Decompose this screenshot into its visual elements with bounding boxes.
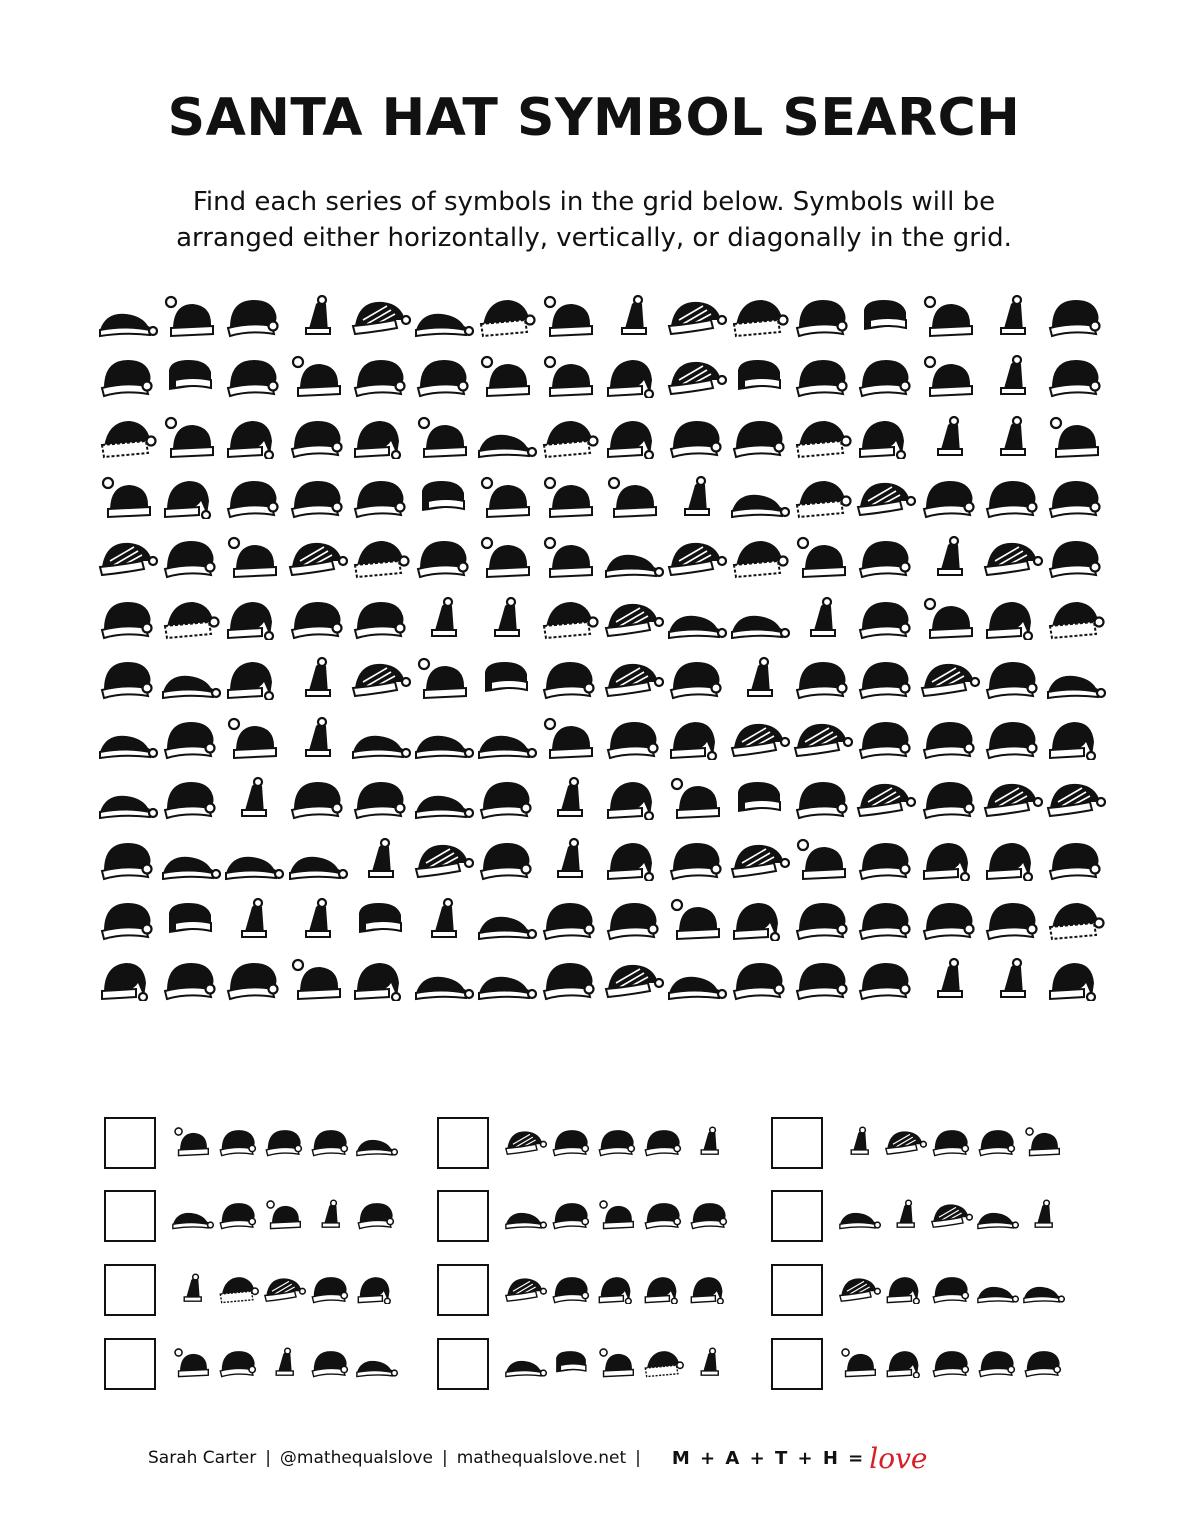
small-cone-hat-icon xyxy=(475,592,537,640)
floppy-hat-icon xyxy=(159,652,221,700)
classic-hat-icon xyxy=(918,471,980,519)
tall-hat-icon xyxy=(602,411,664,459)
classic-hat-icon xyxy=(728,411,790,459)
floppy-hat-icon xyxy=(475,953,537,1001)
classic-hat-icon xyxy=(96,350,158,398)
classic-hat-icon xyxy=(412,531,474,579)
pompom-top-hat-icon xyxy=(475,350,537,398)
small-cone-hat-icon xyxy=(791,592,853,640)
pompom-top-hat-icon xyxy=(538,712,600,760)
answer-checkbox[interactable] xyxy=(437,1190,489,1242)
small-cone-hat-icon xyxy=(837,1123,881,1157)
pompom-top-hat-icon xyxy=(538,290,600,338)
footer-separator: | xyxy=(442,1448,448,1468)
tall-hat-icon xyxy=(595,1270,639,1304)
striped-hat-icon xyxy=(665,290,727,338)
floppy-hat-icon xyxy=(728,592,790,640)
classic-hat-icon xyxy=(349,471,411,519)
striped-hat-icon xyxy=(728,833,790,881)
classic-hat-icon xyxy=(222,350,284,398)
classic-hat-icon xyxy=(216,1196,260,1230)
answer-checkbox[interactable] xyxy=(437,1338,489,1390)
classic-hat-icon xyxy=(791,290,853,338)
striped-hat-icon xyxy=(262,1270,306,1304)
instructions-line-2: arranged either horizontally, vertically, or diagonally in the grid. xyxy=(176,223,1012,253)
flat-hat-icon xyxy=(854,290,916,338)
striped-hat-icon xyxy=(665,350,727,398)
tall-hat-icon xyxy=(349,411,411,459)
classic-hat-icon xyxy=(1044,350,1106,398)
floppy-hat-icon xyxy=(354,1344,398,1378)
striped-hat-icon xyxy=(981,772,1043,820)
striped-hat-icon xyxy=(728,712,790,760)
floppy-hat-icon xyxy=(728,471,790,519)
small-cone-hat-icon xyxy=(222,772,284,820)
pompom-top-hat-icon xyxy=(918,592,980,640)
floppy-hat-icon xyxy=(412,712,474,760)
pompom-top-hat-icon xyxy=(222,712,284,760)
fluffy-brim-hat-icon xyxy=(349,531,411,579)
classic-hat-icon xyxy=(96,652,158,700)
pompom-top-hat-icon xyxy=(665,893,727,941)
striped-hat-icon xyxy=(503,1270,547,1304)
classic-hat-icon xyxy=(349,350,411,398)
classic-hat-icon xyxy=(349,772,411,820)
tall-hat-icon xyxy=(1044,712,1106,760)
small-cone-hat-icon xyxy=(286,652,348,700)
floppy-hat-icon xyxy=(1044,652,1106,700)
pompom-top-hat-icon xyxy=(412,411,474,459)
small-cone-hat-icon xyxy=(981,953,1043,1001)
classic-hat-icon xyxy=(538,893,600,941)
classic-hat-icon xyxy=(1044,531,1106,579)
tall-hat-icon xyxy=(883,1344,927,1378)
classic-hat-icon xyxy=(595,1123,639,1157)
small-cone-hat-icon xyxy=(687,1344,731,1378)
fluffy-brim-hat-icon xyxy=(538,411,600,459)
classic-hat-icon xyxy=(854,712,916,760)
flat-hat-icon xyxy=(549,1344,593,1378)
footer-separator: | xyxy=(635,1448,641,1468)
floppy-hat-icon xyxy=(412,953,474,1001)
small-cone-hat-icon xyxy=(883,1196,927,1230)
classic-hat-icon xyxy=(262,1123,306,1157)
classic-hat-icon xyxy=(687,1196,731,1230)
pompom-top-hat-icon xyxy=(286,350,348,398)
fluffy-brim-hat-icon xyxy=(791,471,853,519)
classic-hat-icon xyxy=(854,893,916,941)
classic-hat-icon xyxy=(929,1123,973,1157)
floppy-hat-icon xyxy=(354,1123,398,1157)
striped-hat-icon xyxy=(791,712,853,760)
striped-hat-icon xyxy=(854,772,916,820)
small-cone-hat-icon xyxy=(687,1123,731,1157)
pompom-top-hat-icon xyxy=(475,471,537,519)
answer-checkbox[interactable] xyxy=(104,1190,156,1242)
classic-hat-icon xyxy=(665,411,727,459)
classic-hat-icon xyxy=(665,652,727,700)
striped-hat-icon xyxy=(349,290,411,338)
floppy-hat-icon xyxy=(665,592,727,640)
fluffy-brim-hat-icon xyxy=(641,1344,685,1378)
small-cone-hat-icon xyxy=(918,411,980,459)
classic-hat-icon xyxy=(854,833,916,881)
striped-hat-icon xyxy=(349,652,411,700)
striped-hat-icon xyxy=(918,652,980,700)
instructions xyxy=(94,184,1094,256)
flat-hat-icon xyxy=(349,893,411,941)
floppy-hat-icon xyxy=(96,290,158,338)
small-cone-hat-icon xyxy=(981,411,1043,459)
floppy-hat-icon xyxy=(975,1196,1019,1230)
classic-hat-icon xyxy=(549,1123,593,1157)
classic-hat-icon xyxy=(308,1344,352,1378)
classic-hat-icon xyxy=(929,1344,973,1378)
classic-hat-icon xyxy=(854,652,916,700)
flat-hat-icon xyxy=(412,471,474,519)
small-cone-hat-icon xyxy=(308,1196,352,1230)
classic-hat-icon xyxy=(791,350,853,398)
pompom-top-hat-icon xyxy=(262,1196,306,1230)
fluffy-brim-hat-icon xyxy=(538,592,600,640)
pompom-top-hat-icon xyxy=(791,531,853,579)
small-cone-hat-icon xyxy=(538,772,600,820)
floppy-hat-icon xyxy=(503,1344,547,1378)
floppy-hat-icon xyxy=(837,1196,881,1230)
pompom-top-hat-icon xyxy=(1021,1123,1065,1157)
small-cone-hat-icon xyxy=(349,833,411,881)
classic-hat-icon xyxy=(159,772,221,820)
pompom-top-hat-icon xyxy=(538,531,600,579)
classic-hat-icon xyxy=(854,592,916,640)
classic-hat-icon xyxy=(286,592,348,640)
floppy-hat-icon xyxy=(665,953,727,1001)
fluffy-brim-hat-icon xyxy=(159,592,221,640)
small-cone-hat-icon xyxy=(262,1344,306,1378)
pompom-top-hat-icon xyxy=(791,833,853,881)
classic-hat-icon xyxy=(981,893,1043,941)
tall-hat-icon xyxy=(349,953,411,1001)
answer-checkbox[interactable] xyxy=(104,1117,156,1169)
flat-hat-icon xyxy=(728,772,790,820)
striped-hat-icon xyxy=(96,531,158,579)
pompom-top-hat-icon xyxy=(475,531,537,579)
classic-hat-icon xyxy=(286,772,348,820)
pompom-top-hat-icon xyxy=(170,1344,214,1378)
tall-hat-icon xyxy=(159,471,221,519)
floppy-hat-icon xyxy=(349,712,411,760)
pompom-top-hat-icon xyxy=(170,1123,214,1157)
flat-hat-icon xyxy=(475,652,537,700)
answer-checkbox[interactable] xyxy=(104,1264,156,1316)
answer-checkbox[interactable] xyxy=(771,1338,823,1390)
striped-hat-icon xyxy=(602,953,664,1001)
footer-site: mathequalslove.net xyxy=(456,1448,627,1468)
classic-hat-icon xyxy=(791,893,853,941)
small-cone-hat-icon xyxy=(665,471,727,519)
small-cone-hat-icon xyxy=(728,652,790,700)
striped-hat-icon xyxy=(503,1123,547,1157)
floppy-hat-icon xyxy=(475,893,537,941)
floppy-hat-icon xyxy=(412,290,474,338)
fluffy-brim-hat-icon xyxy=(728,531,790,579)
classic-hat-icon xyxy=(665,833,727,881)
fluffy-brim-hat-icon xyxy=(1044,592,1106,640)
pompom-top-hat-icon xyxy=(918,290,980,338)
tall-hat-icon xyxy=(728,893,790,941)
classic-hat-icon xyxy=(222,471,284,519)
classic-hat-icon xyxy=(286,471,348,519)
pompom-top-hat-icon xyxy=(412,652,474,700)
small-cone-hat-icon xyxy=(286,712,348,760)
classic-hat-icon xyxy=(549,1270,593,1304)
striped-hat-icon xyxy=(665,531,727,579)
pompom-top-hat-icon xyxy=(538,350,600,398)
answer-checkbox[interactable] xyxy=(437,1264,489,1316)
tall-hat-icon xyxy=(918,833,980,881)
pompom-top-hat-icon xyxy=(595,1344,639,1378)
striped-hat-icon xyxy=(854,471,916,519)
floppy-hat-icon xyxy=(286,833,348,881)
classic-hat-icon xyxy=(96,893,158,941)
flat-hat-icon xyxy=(159,893,221,941)
classic-hat-icon xyxy=(918,712,980,760)
classic-hat-icon xyxy=(602,893,664,941)
classic-hat-icon xyxy=(929,1270,973,1304)
small-cone-hat-icon xyxy=(918,531,980,579)
pompom-top-hat-icon xyxy=(595,1196,639,1230)
classic-hat-icon xyxy=(475,833,537,881)
classic-hat-icon xyxy=(1044,471,1106,519)
tall-hat-icon xyxy=(222,411,284,459)
pompom-top-hat-icon xyxy=(538,471,600,519)
answer-checkbox[interactable] xyxy=(771,1190,823,1242)
striped-hat-icon xyxy=(981,531,1043,579)
classic-hat-icon xyxy=(549,1196,593,1230)
footer xyxy=(148,1442,927,1474)
classic-hat-icon xyxy=(96,833,158,881)
floppy-hat-icon xyxy=(96,712,158,760)
floppy-hat-icon xyxy=(602,531,664,579)
striped-hat-icon xyxy=(929,1196,973,1230)
classic-hat-icon xyxy=(475,772,537,820)
small-cone-hat-icon xyxy=(602,290,664,338)
classic-hat-icon xyxy=(975,1344,1019,1378)
classic-hat-icon xyxy=(538,953,600,1001)
striped-hat-icon xyxy=(1044,772,1106,820)
classic-hat-icon xyxy=(222,290,284,338)
brand-love: love xyxy=(869,1441,928,1475)
pompom-top-hat-icon xyxy=(286,953,348,1001)
striped-hat-icon xyxy=(286,531,348,579)
small-cone-hat-icon xyxy=(286,290,348,338)
flat-hat-icon xyxy=(159,350,221,398)
tall-hat-icon xyxy=(981,833,1043,881)
pompom-top-hat-icon xyxy=(96,471,158,519)
brand-text: M + A + T + H = xyxy=(671,1447,866,1469)
fluffy-brim-hat-icon xyxy=(1044,893,1106,941)
small-cone-hat-icon xyxy=(412,592,474,640)
classic-hat-icon xyxy=(216,1344,260,1378)
pompom-top-hat-icon xyxy=(665,772,727,820)
tall-hat-icon xyxy=(354,1270,398,1304)
classic-hat-icon xyxy=(308,1270,352,1304)
floppy-hat-icon xyxy=(1021,1270,1065,1304)
classic-hat-icon xyxy=(728,953,790,1001)
fluffy-brim-hat-icon xyxy=(728,290,790,338)
tall-hat-icon xyxy=(1044,953,1106,1001)
floppy-hat-icon xyxy=(503,1196,547,1230)
small-cone-hat-icon xyxy=(538,833,600,881)
floppy-hat-icon xyxy=(975,1270,1019,1304)
tall-hat-icon xyxy=(883,1270,927,1304)
classic-hat-icon xyxy=(981,712,1043,760)
classic-hat-icon xyxy=(918,772,980,820)
classic-hat-icon xyxy=(791,953,853,1001)
striped-hat-icon xyxy=(602,652,664,700)
footer-separator: | xyxy=(265,1448,271,1468)
answer-checkbox[interactable] xyxy=(771,1264,823,1316)
striped-hat-icon xyxy=(602,592,664,640)
classic-hat-icon xyxy=(975,1123,1019,1157)
classic-hat-icon xyxy=(918,893,980,941)
floppy-hat-icon xyxy=(475,712,537,760)
classic-hat-icon xyxy=(981,652,1043,700)
classic-hat-icon xyxy=(96,592,158,640)
classic-hat-icon xyxy=(854,953,916,1001)
classic-hat-icon xyxy=(354,1196,398,1230)
classic-hat-icon xyxy=(602,712,664,760)
pompom-top-hat-icon xyxy=(837,1344,881,1378)
classic-hat-icon xyxy=(159,953,221,1001)
small-cone-hat-icon xyxy=(918,953,980,1001)
instructions-line-1: Find each series of symbols in the grid below. Symbols will be xyxy=(192,187,996,217)
flat-hat-icon xyxy=(728,350,790,398)
floppy-hat-icon xyxy=(475,411,537,459)
small-cone-hat-icon xyxy=(286,893,348,941)
brand-logo xyxy=(672,1442,928,1475)
pompom-top-hat-icon xyxy=(602,471,664,519)
classic-hat-icon xyxy=(538,652,600,700)
floppy-hat-icon xyxy=(222,833,284,881)
small-cone-hat-icon xyxy=(1021,1196,1065,1230)
classic-hat-icon xyxy=(1021,1344,1065,1378)
small-cone-hat-icon xyxy=(412,893,474,941)
tall-hat-icon xyxy=(687,1270,731,1304)
classic-hat-icon xyxy=(349,592,411,640)
footer-author: Sarah Carter xyxy=(148,1448,257,1468)
answer-checkbox[interactable] xyxy=(437,1117,489,1169)
striped-hat-icon xyxy=(883,1123,927,1157)
fluffy-brim-hat-icon xyxy=(216,1270,260,1304)
footer-handle: @mathequalslove xyxy=(279,1448,434,1468)
classic-hat-icon xyxy=(412,350,474,398)
classic-hat-icon xyxy=(641,1123,685,1157)
fluffy-brim-hat-icon xyxy=(475,290,537,338)
floppy-hat-icon xyxy=(159,833,221,881)
answer-checkbox[interactable] xyxy=(104,1338,156,1390)
classic-hat-icon xyxy=(791,652,853,700)
classic-hat-icon xyxy=(1044,833,1106,881)
page-title: SANTA HAT SYMBOL SEARCH xyxy=(167,88,1021,148)
tall-hat-icon xyxy=(222,652,284,700)
tall-hat-icon xyxy=(96,953,158,1001)
classic-hat-icon xyxy=(641,1196,685,1230)
classic-hat-icon xyxy=(854,350,916,398)
floppy-hat-icon xyxy=(412,772,474,820)
tall-hat-icon xyxy=(602,350,664,398)
classic-hat-icon xyxy=(1044,290,1106,338)
pompom-top-hat-icon xyxy=(918,350,980,398)
fluffy-brim-hat-icon xyxy=(791,411,853,459)
tall-hat-icon xyxy=(641,1270,685,1304)
classic-hat-icon xyxy=(791,772,853,820)
pompom-top-hat-icon xyxy=(159,411,221,459)
tall-hat-icon xyxy=(981,592,1043,640)
tall-hat-icon xyxy=(222,592,284,640)
classic-hat-icon xyxy=(159,712,221,760)
floppy-hat-icon xyxy=(96,772,158,820)
tall-hat-icon xyxy=(602,772,664,820)
striped-hat-icon xyxy=(837,1270,881,1304)
classic-hat-icon xyxy=(159,531,221,579)
tall-hat-icon xyxy=(854,411,916,459)
classic-hat-icon xyxy=(286,411,348,459)
fluffy-brim-hat-icon xyxy=(96,411,158,459)
answer-checkbox[interactable] xyxy=(771,1117,823,1169)
pompom-top-hat-icon xyxy=(1044,411,1106,459)
pompom-top-hat-icon xyxy=(222,531,284,579)
striped-hat-icon xyxy=(412,833,474,881)
tall-hat-icon xyxy=(602,833,664,881)
classic-hat-icon xyxy=(222,953,284,1001)
classic-hat-icon xyxy=(216,1123,260,1157)
tall-hat-icon xyxy=(665,712,727,760)
small-cone-hat-icon xyxy=(981,290,1043,338)
pompom-top-hat-icon xyxy=(159,290,221,338)
small-cone-hat-icon xyxy=(981,350,1043,398)
classic-hat-icon xyxy=(854,531,916,579)
small-cone-hat-icon xyxy=(170,1270,214,1304)
classic-hat-icon xyxy=(981,471,1043,519)
small-cone-hat-icon xyxy=(222,893,284,941)
floppy-hat-icon xyxy=(170,1196,214,1230)
classic-hat-icon xyxy=(308,1123,352,1157)
